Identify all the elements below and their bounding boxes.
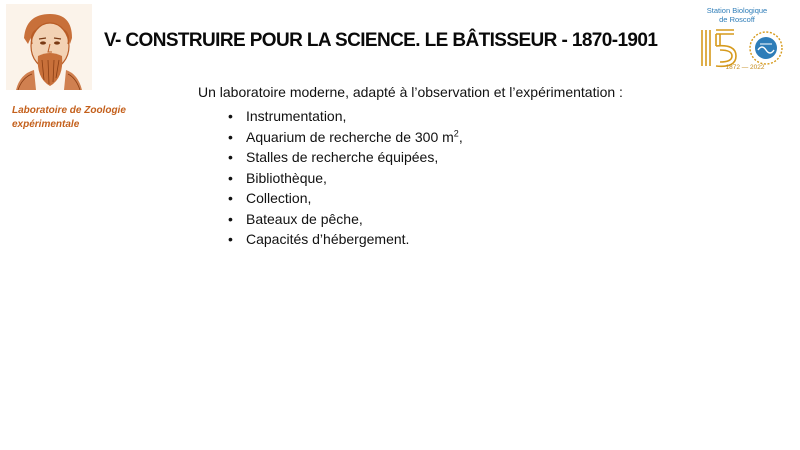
list-item: • Collection, [228, 188, 463, 209]
anniversary-years: 1872 — 2022 [725, 64, 765, 71]
portrait-image [6, 4, 92, 90]
station-name-line-2: de Roscoff [719, 15, 755, 24]
list-item: • Aquarium de recherche de 300 $m^2$, [228, 127, 463, 148]
lab-caption-line-1: Laboratoire de Zoologie [12, 105, 126, 116]
list-item: • Instrumentation, [228, 106, 463, 127]
feature-list [228, 106, 463, 250]
station-name [702, 6, 772, 24]
list-item: • Bibliothèque, [228, 168, 463, 189]
list-item: • Capacités d’hébergement. [228, 229, 463, 250]
slide-title: V- CONSTRUIRE POUR LA SCIENCE. LE BÂTISSEUR - 1870-1901 [104, 30, 658, 51]
list-item: • Stalles de recherche équipées, [228, 147, 463, 168]
lab-caption-line-2: expérimentale [12, 119, 80, 130]
list-item: • Bateaux de pêche, [228, 209, 463, 230]
lab-caption [12, 104, 162, 132]
station-name-line-1: Station Biologique [706, 6, 768, 15]
intro-text: Un laboratoire moderne, adapté à l’observation et l’expérimentation : [198, 84, 623, 100]
